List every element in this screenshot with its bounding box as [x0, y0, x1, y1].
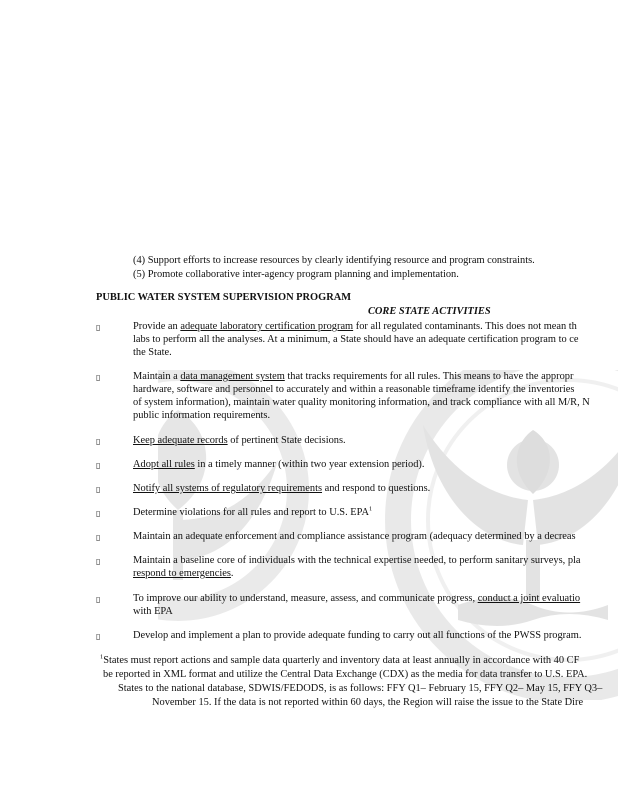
text-run: public information requirements.: [133, 410, 271, 421]
bullet-icon: [96, 321, 106, 334]
activity-item: [133, 370, 618, 422]
text-run: labs to perform all the analyses. At a minimum, a State should have an adequate certification program to ce: [133, 334, 579, 345]
activity-item: [133, 506, 618, 519]
text-run: with EPA: [133, 606, 173, 617]
bullet-icon: [96, 507, 106, 520]
text-run: hardware, software and personnel to accurately and within a reasonable timeframe identify the inventories: [133, 384, 575, 395]
underlined-phrase: Adopt all rules: [133, 459, 195, 470]
underlined-phrase: Keep adequate records: [133, 435, 228, 446]
footnote-line: [152, 696, 583, 709]
activity-item: [133, 320, 618, 359]
activity-item-line: [133, 346, 618, 359]
section-subheading: CORE STATE ACTIVITIES: [368, 306, 491, 317]
text-run: and respond to questions.: [322, 483, 431, 494]
text-run: To improve our ability to understand, measure, assess, and communicate progress,: [133, 593, 478, 604]
bullet-icon: [96, 593, 106, 606]
underlined-phrase: respond to emergencies: [133, 568, 231, 579]
bullet-icon: [96, 459, 106, 472]
activity-item-line: [133, 396, 618, 409]
activity-item: [133, 554, 618, 580]
text-run: in a timely manner (within two year extension period).: [194, 459, 425, 470]
intro-item-4: (4) Support efforts to increase resources by clearly identifying resource and program constraints.: [133, 255, 535, 266]
activity-item: [133, 458, 618, 471]
activity-item-line: [133, 458, 618, 471]
activity-item: [133, 434, 618, 447]
activity-item-line: [133, 482, 618, 495]
section-heading: PUBLIC WATER SYSTEM SUPERVISION PROGRAM: [96, 292, 352, 303]
footnote-text: States must report actions and sample data quarterly and inventory data at least annually in accordance with 40 CF: [103, 655, 580, 666]
activity-item-line: [133, 506, 618, 519]
footnote-line: [103, 668, 587, 681]
activity-item: [133, 482, 618, 495]
bullet-icon: [96, 555, 106, 568]
activity-item-line: [133, 434, 618, 447]
underlined-phrase: adequate laboratory certification program: [180, 321, 354, 332]
activity-item-line: [133, 333, 618, 346]
intro-item-5: (5) Promote collaborative inter-agency program planning and implementation.: [133, 269, 459, 280]
bullet-icon: [96, 371, 106, 384]
activity-item-line: [133, 605, 618, 618]
activity-item: [133, 592, 618, 618]
text-run: of pertinent State decisions.: [227, 435, 346, 446]
footnote-text: States to the national database, SDWIS/FEDODS, is as follows: FFY Q1– February 15, FFY Q2– May 15, FFY Q3–: [118, 683, 603, 694]
text-run: that tracks requirements for all rules. This means to have the appropr: [284, 371, 574, 382]
activity-item-line: [133, 320, 618, 333]
activity-item-line: [133, 567, 618, 580]
text-run: Provide an: [133, 321, 181, 332]
footnote-text: November 15. If the data is not reported within 60 days, the Region will raise the issue to the State Dire: [152, 697, 584, 708]
activity-item-line: [133, 530, 618, 543]
activity-item-line: [133, 554, 618, 567]
bullet-icon: [96, 435, 106, 448]
activity-item-line: [133, 592, 618, 605]
activity-item-line: [133, 370, 618, 383]
underlined-phrase: data management system: [180, 371, 285, 382]
activity-item-line: [133, 629, 618, 642]
text-run: the State.: [133, 347, 172, 358]
footnote-mark: 1: [100, 653, 104, 661]
bullet-icon: [96, 531, 106, 544]
footnote-text: be reported in XML format and utilize the Central Data Exchange (CDX) as the media for data transfer to U.S. EPA.: [103, 669, 588, 680]
bullet-icon: [96, 630, 106, 643]
text-run: for all regulated contaminants. This does not mean th: [353, 321, 577, 332]
underlined-phrase: conduct a joint evaluatio: [477, 593, 581, 604]
text-run: Determine violations for all rules and report to U.S. EPA: [133, 507, 369, 518]
activity-item: [133, 530, 618, 543]
footnote-reference: 1: [368, 505, 373, 513]
activity-item-line: [133, 409, 618, 422]
text-run: .: [230, 568, 234, 579]
text-run: of system information), maintain water quality monitoring information, and track compliance with all M/R, N: [133, 397, 590, 408]
text-run: Maintain an adequate enforcement and compliance assistance program (adequacy determined by a decreas: [133, 531, 576, 542]
underlined-phrase: Notify all systems of regulatory requirements: [133, 483, 323, 494]
text-run: Maintain a baseline core of individuals with the technical expertise needed, to perform sanitary surveys, pla: [133, 555, 581, 566]
footnote-line: [118, 682, 602, 695]
bullet-icon: [96, 483, 106, 496]
activity-item: [133, 629, 618, 642]
activity-item-line: [133, 383, 618, 396]
text-run: Maintain a: [133, 371, 181, 382]
text-run: Develop and implement a plan to provide adequate funding to carry out all functions of the PWSS program.: [133, 630, 582, 641]
footnote-line: [100, 654, 579, 667]
